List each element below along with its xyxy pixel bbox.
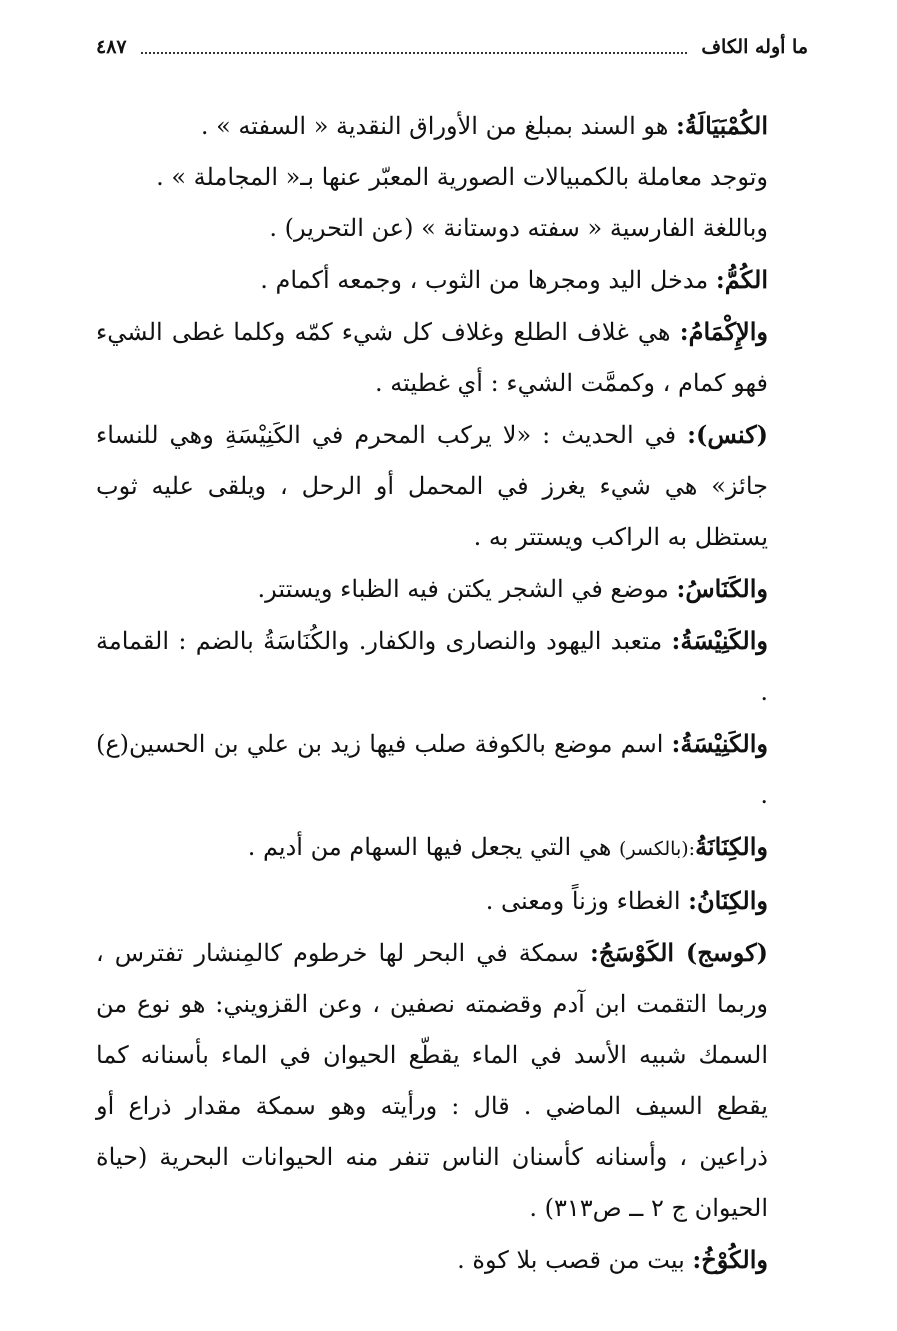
entry-kanisa-2 [96, 718, 808, 821]
entry-kambiyala-cont-2 [96, 203, 808, 254]
definition: هو السند بمبلغ من الأوراق النقدية « السفته » . [200, 112, 677, 140]
running-header [96, 30, 808, 64]
dictionary-text [96, 100, 808, 1286]
headword: والإِكْمَامُ: [679, 317, 768, 346]
headword: الكُمُّ: [715, 265, 768, 294]
headword: والكِنَانُ: [688, 886, 768, 915]
definition: مدخل اليد ومجرها من الثوب ، وجمعه أكمام . [260, 266, 716, 294]
definition: سمكة في البحر لها خرطوم كالمِنشار تفترس ، وربما التقمت ابن آدم وقضمته نصفين ، وعن القزويني: هو نوع من السمك شبيه الأسد في الماء يقطّع الحيوان في الماء بأسنانه كما يقطع السيف الماضي . قال : ورأيته وهو سمكة مقدار ذراع أو ذراعين ، وأسنانه كأسنان الناس تنفر منه الحيوانات البحرية (حياة الحيوان ج ٢ ــ ص٣١٣) . [96, 939, 768, 1222]
definition: وباللغة الفارسية « سفته دوستانة » (عن التحرير) . [269, 214, 768, 242]
entry-kukh [96, 1234, 808, 1286]
headword: والكِنَانَةُ [695, 832, 768, 861]
definition: هي التي يجعل فيها السهام من أديم . [247, 833, 620, 861]
entry-ikmam [96, 306, 808, 409]
entry-kawsaj [96, 927, 808, 1234]
headword: الكُمْبَيَالَةُ: [676, 111, 768, 140]
definition: الغطاء وزناً ومعنى . [485, 887, 689, 915]
entry-kns [96, 409, 808, 563]
entry-kinas [96, 563, 808, 615]
headword: (كنس): [687, 420, 768, 449]
headword: والكَنَاسُ: [676, 574, 768, 603]
definition: متعبد اليهود والنصارى والكفار. والكُنَاسَةُ بالضم : القمامة . [96, 627, 768, 706]
chapter-title: ما أوله الكاف [701, 36, 808, 58]
entry-kambiyala [96, 100, 808, 152]
definition: هي غلاف الطلع وغلاف كل شيء كمّه وكلما غطى الشيء فهو كمام ، وكممَّت الشيء : أي غطيته . [96, 318, 768, 397]
headword: (كوسج) الكَوْسَجُ: [589, 938, 768, 967]
headword: والكُوْخُ: [692, 1245, 768, 1274]
headword: والكَنِيْسَةُ: [671, 626, 768, 655]
definition: اسم موضع بالكوفة صلب فيها زيد بن علي بن الحسين(ع) . [96, 730, 768, 809]
definition: موضع في الشجر يكتن فيه الظباء ويستتر. [257, 575, 677, 603]
entry-kumm [96, 254, 808, 306]
entry-kinan [96, 875, 808, 927]
entry-kinana [96, 821, 808, 875]
page-number: ٤٨٧ [96, 36, 127, 58]
note: :(بالكسر) [619, 838, 696, 860]
definition: في الحديث : «لا يركب المحرم في الكَنِيْسَةِ وهي للنساء جائز» هي شيء يغرز في المحمل أو الرحل ، ويلقى عليه ثوب يستظل به الراكب ويستتر به . [96, 421, 768, 551]
headword: والكَنِيْسَةُ: [671, 729, 768, 758]
definition: بيت من قصب بلا كوة . [457, 1246, 693, 1274]
leader-dots [141, 40, 688, 54]
definition: وتوجد معاملة بالكمبيالات الصورية المعبّر عنها بـ« المجاملة » . [156, 163, 768, 191]
entry-kanisa-1 [96, 615, 808, 718]
entry-kambiyala-cont-1 [96, 152, 808, 203]
